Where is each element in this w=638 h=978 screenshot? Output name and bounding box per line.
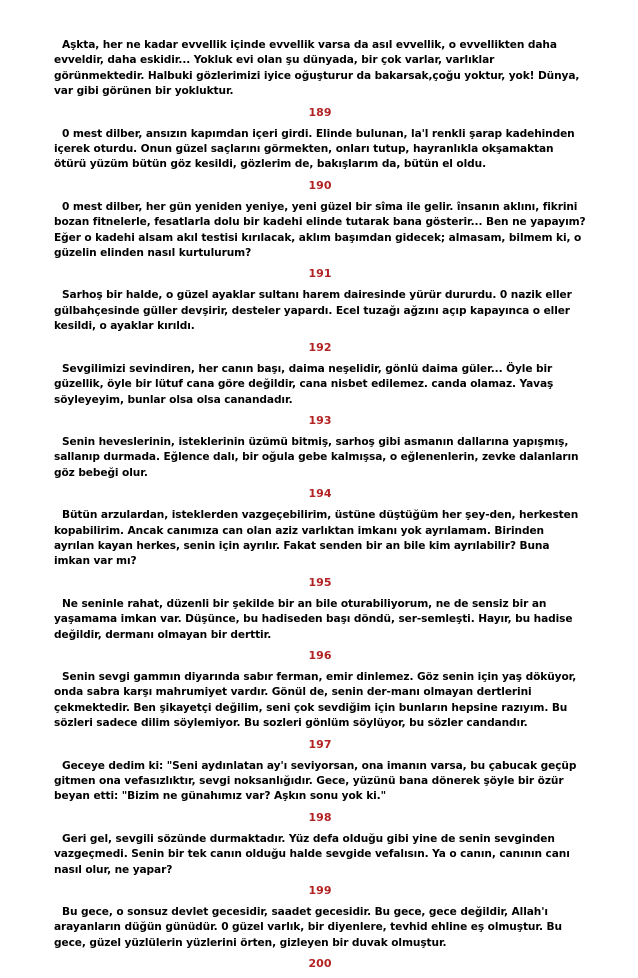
quatrain-number: 191 xyxy=(308,267,332,281)
paragraph: Senin sevgi gammın diyarında sabır ferman, emir dinlemez. Göz senin için yaş döküyor, onda sabra karşı mahrumiyet vardır. Gönül de, senin der-manı olmayan dertlerini çekmektedir. Ben şikayetçi değilim, seni çok sevdiğim için bunların hepsine razıyım. Bu sözleri sadece dilim söylemiyor. Bu sozleri gönlüm söylüyor, bu sözler candandır. xyxy=(54,670,577,730)
paragraph: Bütün arzulardan, isteklerden vazgeçebilirim, üstüne düştüğüm her şey-den, herkesten kopabilirim. Ancak canımıza can olan aziz varlıktan imkanı yok ayrılamam. Birinden ayrılan kayan herkes, senin için ayrılır. Fakat senden bir an bile kim ayrılabilir? Buna imkan var mı? xyxy=(54,509,579,568)
document-body xyxy=(54,38,586,978)
paragraph: Sarhoş bir halde, o güzel ayaklar sultanı harem dairesinde yürür dururdu. 0 nazik eller gülbahçesinde güller devşirir, desteler yapardı. Ecel tuzağı ağzını açıp kapayınca o eller kesildi, o ayaklar kırıldı. xyxy=(54,289,572,333)
paragraph: Geri gel, sevgili sözünde durmaktadır. Yüz defa olduğu gibi yine de senin sevginden vazgeçmedi. Senin bir tek canın olduğu halde sevgide vefalısın. Ya o canın, canının canı nasıl olur, ne yapar? xyxy=(54,832,570,876)
quatrain-number: 195 xyxy=(308,575,332,589)
quatrain-number: 190 xyxy=(308,178,332,192)
quatrain-number: 197 xyxy=(308,737,332,751)
paragraph: Ne seninle rahat, düzenli bir şekilde bir an bile oturabiliyorum, ne de sensiz bir an yaşamama imkan var. Düşünce, bu hadiseden başı döndü, ser-semleşti. Hayır, bu hadise değildir, dermanı olmayan bir derttir. xyxy=(54,597,573,641)
quatrain-number: 196 xyxy=(308,648,332,662)
paragraph: Senin heveslerinin, isteklerinin üzümü bitmiş, sarhoş gibi asmanın dallarına yapışmış, sallanıp durmada. Eğlence dalı, bir oğula gebe kalmışsa, o eğlenenlerin, zevke dalanların göz bebeği olur. xyxy=(54,435,579,479)
paragraph: Aşkta, her ne kadar evvellik içinde evvellik varsa da asıl evvellik, o evvellikten daha evveldir, daha eskidir... Yokluk evi olan şu dünyada, bir çok varlar, varlıklar görünmektedir. Halbuki gözlerimizi iyice oğuşturur da bakarsak,çoğu yoktur, yok! Dünya, var gibi görünen bir yokluktur. xyxy=(54,39,580,98)
paragraph: Sevgilimizi sevindiren, her canın başı, daima neşelidir, gönlü daima güler... Öyle bir güzellik, öyle bir lütuf cana göre değildir, cana nisbet edilemez. canda olamaz. Yavaş söyleyeyim, bunlar olsa olsa canandadır. xyxy=(54,362,554,406)
paragraph: Bu gece, o sonsuz devlet gecesidir, saadet gecesidir. Bu gece, gece değildir, Allah'ı arayanların düğün günüdür. 0 güzel varlık, bir diyenlere, tevhid ehline eş olmuştur. Bu gece, güzel yüzlülerin yüzlerini örten, gizleyen bir duvak olmuştur. xyxy=(54,906,562,949)
quatrain-number: 198 xyxy=(308,810,332,824)
quatrain-number: 192 xyxy=(308,340,332,354)
quatrain-number: 193 xyxy=(308,413,332,427)
paragraph: 0 mest dilber, her gün yeniden yeniye, yeni güzel bir sîma ile gelir. însanın aklını, fikrini bozan fitnelerle, fesatlarla dolu bir kadehi elinde tutarak bana gösterir... Ben ne yapayım? Eğer o kadehi alsam akıl testisi kırılacak, aklım başımdan gidecek; almasam, bilmem ki, o güzelin elinden nasıl kurtulurum? xyxy=(54,200,586,260)
quatrain-number: 199 xyxy=(308,884,332,898)
quatrain-number: 189 xyxy=(308,105,332,119)
paragraph: Geceye dedim ki: "Seni aydınlatan ay'ı seviyorsan, ona imanın varsa, bu çabucak geçüp gitmen ona vefasızlıktır, sevgi noksanlığıdır. Gece, yüzünü bana dönerek şöyle bir özür beyan etti: "Bizim ne günahımız var? Aşkın sonu yok ki." xyxy=(54,759,577,803)
paragraph: 0 mest dilber, ansızın kapımdan içeri girdi. Elinde bulunan, la'l renkli şarap kadehinden içerek oturdu. Onun güzel saçlarını görmekten, onları tutup, hayranlıkla okşamaktan ötürü yüzüm bütün göz kesildi, gözlerim de, bakışlarım da, bütün el oldu. xyxy=(54,127,575,171)
quatrain-number: 194 xyxy=(308,487,332,501)
quatrain-number: 200 xyxy=(308,957,332,971)
